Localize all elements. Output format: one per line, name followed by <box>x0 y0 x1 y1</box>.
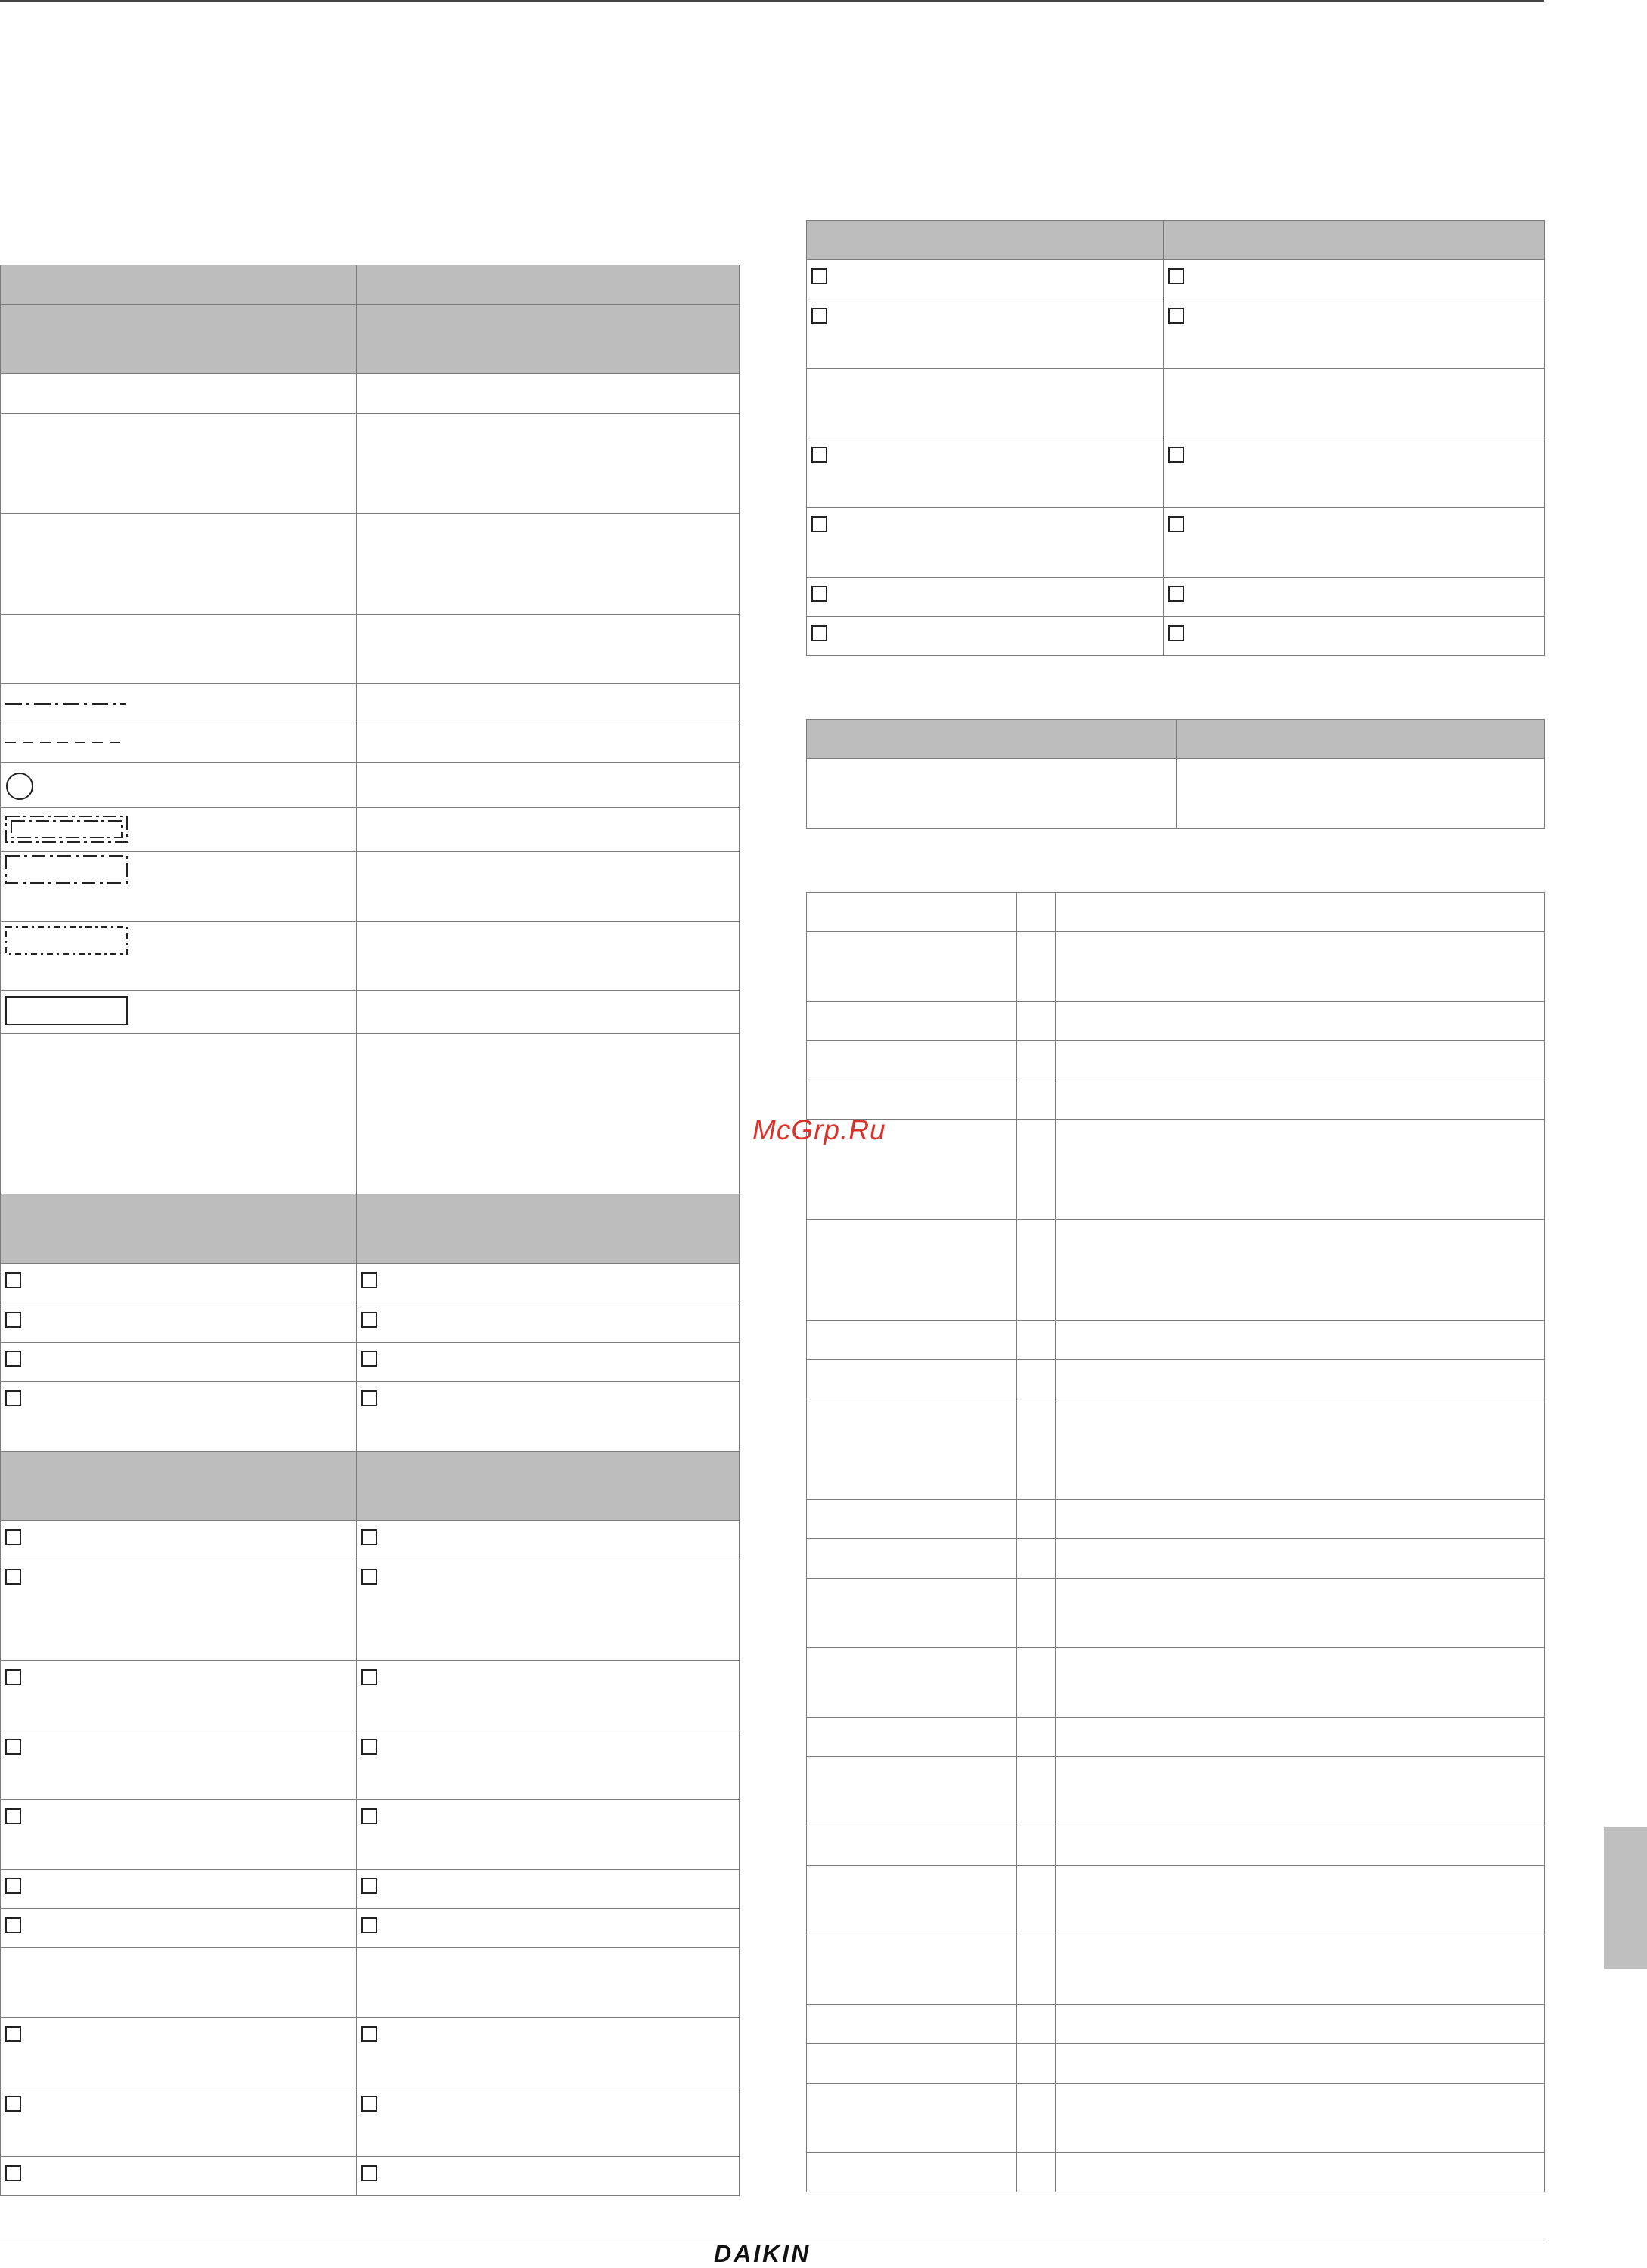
left-subheader-cell <box>357 305 740 374</box>
right-table-3 <box>806 892 1545 2192</box>
checkbox[interactable] <box>5 1390 21 1406</box>
checkbox[interactable] <box>361 1739 377 1755</box>
checkbox[interactable] <box>811 268 827 284</box>
checkbox[interactable] <box>1168 586 1184 602</box>
left-table <box>0 265 740 2196</box>
watermark: McGrp.Ru <box>752 1114 886 1145</box>
checkbox[interactable] <box>811 516 827 532</box>
legend-double-dashed-box <box>1 808 357 852</box>
checkbox[interactable] <box>5 2026 21 2042</box>
checkbox[interactable] <box>361 1529 377 1545</box>
checkbox[interactable] <box>5 1739 21 1755</box>
checkbox[interactable] <box>811 308 827 324</box>
checkbox[interactable] <box>5 1529 21 1545</box>
checkbox[interactable] <box>5 1917 21 1933</box>
checkbox[interactable] <box>361 2096 377 2112</box>
checkbox[interactable] <box>361 1917 377 1933</box>
checkbox[interactable] <box>361 2026 377 2042</box>
checkbox[interactable] <box>811 586 827 602</box>
checkbox[interactable] <box>1168 268 1184 284</box>
daikin-logo: DAIKIN <box>714 2240 811 2267</box>
checkbox[interactable] <box>1168 625 1184 641</box>
checkbox[interactable] <box>811 447 827 463</box>
checkbox[interactable] <box>361 1351 377 1367</box>
checkbox[interactable] <box>361 1808 377 1824</box>
legend-solid-box <box>1 991 357 1034</box>
checkbox[interactable] <box>5 1569 21 1585</box>
legend-dash-dot-line <box>1 684 357 723</box>
checkbox[interactable] <box>5 1351 21 1367</box>
right-table-1 <box>806 220 1545 656</box>
top-rule <box>0 0 1544 2</box>
checkbox[interactable] <box>361 1569 377 1585</box>
checkbox[interactable] <box>361 1669 377 1685</box>
checkbox[interactable] <box>5 1669 21 1685</box>
checkbox[interactable] <box>5 1808 21 1824</box>
legend-circle-symbol <box>1 763 357 808</box>
left-header-cell <box>357 265 740 305</box>
checkbox[interactable] <box>361 1312 377 1328</box>
checkbox[interactable] <box>811 625 827 641</box>
checkbox[interactable] <box>1168 308 1184 324</box>
checkbox[interactable] <box>1168 516 1184 532</box>
legend-dash-dot-box <box>1 852 357 922</box>
side-tab-marker <box>1604 1827 1647 1969</box>
checkbox[interactable] <box>361 1390 377 1406</box>
checkbox[interactable] <box>5 1312 21 1328</box>
legend-dashed-line <box>1 723 357 763</box>
checkbox[interactable] <box>5 1272 21 1288</box>
legend-dash-dot-box-2 <box>1 922 357 991</box>
checkbox[interactable] <box>361 2165 377 2181</box>
checkbox[interactable] <box>5 1878 21 1894</box>
checkbox[interactable] <box>5 2165 21 2181</box>
checkbox[interactable] <box>5 2096 21 2112</box>
left-subheader-cell <box>1 305 357 374</box>
checkbox[interactable] <box>361 1272 377 1288</box>
left-header-cell <box>1 265 357 305</box>
checkbox[interactable] <box>361 1878 377 1894</box>
right-table-2 <box>806 719 1545 829</box>
checkbox[interactable] <box>1168 447 1184 463</box>
